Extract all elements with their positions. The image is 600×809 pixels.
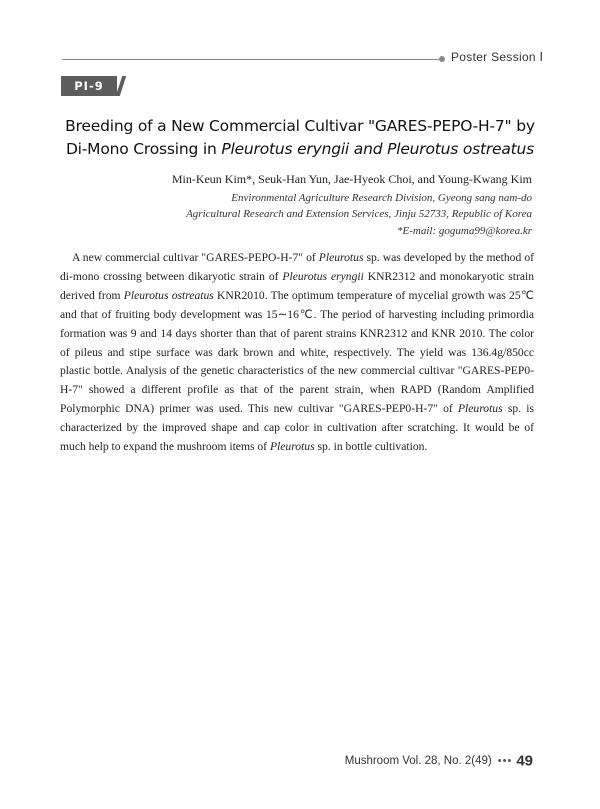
- footer-dots-icon: •••: [497, 754, 513, 767]
- page-footer: [345, 752, 533, 770]
- badge-stripe: [116, 76, 126, 96]
- abstract-italic: Pleurotus eryngii: [282, 269, 364, 283]
- title-prefix: Di-Mono Crossing in: [65, 140, 222, 158]
- abstract-text: KNR2010. The optimum temperature of mycelial growth was 25℃ and that of fruiting body development was 15∼16℃. The period of harvesting including primordia formation was 9 and 14 days shorter than that of parent strains KNR2312 and KNR 2010. The color of pileus and stipe surface was dark brown and white, respectively. The yield was 136.4g/850cc plastic bottle. Analysis of the genetic characteristics of the new commercial cultivar "GARES-PEP0-H-7" showed a different profile as that of the parent strain, when RAPD (Random Amplified Polymorphic DNA) primer was used. This new cultivar "GARES-PEP0-H-7" of: [60, 288, 534, 416]
- title-line-1: Breeding of a New Commercial Cultivar "GARES-PEPO-H-7" by: [65, 117, 535, 135]
- abstract-italic: Pleurotus: [269, 440, 315, 454]
- section-header: Poster Session Ⅰ: [451, 50, 544, 64]
- header-rule-dot: [439, 56, 445, 62]
- abstract-text: KNR2312 and monokaryotic strain derived from: [60, 269, 534, 302]
- abstract-text: sp. was developed by the method of di-mono crossing between dikaryotic strain of: [60, 251, 534, 283]
- title-species-2: Pleurotus ostreatus: [387, 140, 535, 158]
- title-line-2: [60, 140, 540, 158]
- title-species-1: Pleurotus eryngii: [221, 140, 350, 158]
- abstract-italic: Pleurotus: [457, 402, 503, 416]
- poster-id-badge: [61, 76, 123, 96]
- affiliation-line-2: Agricultural Research and Extension Services, Jinju 52733, Republic of Korea: [186, 208, 532, 220]
- abstract-italic: Pleurotus ostreatus: [123, 288, 214, 302]
- abstract-body: [60, 249, 534, 457]
- affiliation-line-1: Environmental Agriculture Research Division, Gyeong sang nam-do: [231, 192, 532, 204]
- authors: Min-Keun Kim*, Seuk-Han Yun, Jae-Hyeok Choi, and Young-Kwang Kim: [171, 172, 532, 186]
- journal-citation: Mushroom Vol. 28, No. 2(49): [344, 754, 492, 767]
- abstract-text: A new commercial cultivar "GARES-PEPO-H-7" of: [72, 251, 319, 264]
- title-conjunction: and: [349, 140, 388, 158]
- abstract-italic: Pleurotus: [318, 251, 364, 264]
- badge-label: PⅠ-9: [74, 79, 104, 93]
- abstract-text: sp. in bottle cultivation.: [314, 440, 428, 454]
- abstract-text: sp. is characterized by the improved shape and cap color in cultivation after scratching. It would be of much help to expand the mushroom items of: [60, 402, 534, 454]
- corresponding-email: *E-mail: goguma99@korea.kr: [397, 225, 532, 237]
- page-number: 49: [516, 752, 533, 770]
- header-rule: [62, 59, 442, 60]
